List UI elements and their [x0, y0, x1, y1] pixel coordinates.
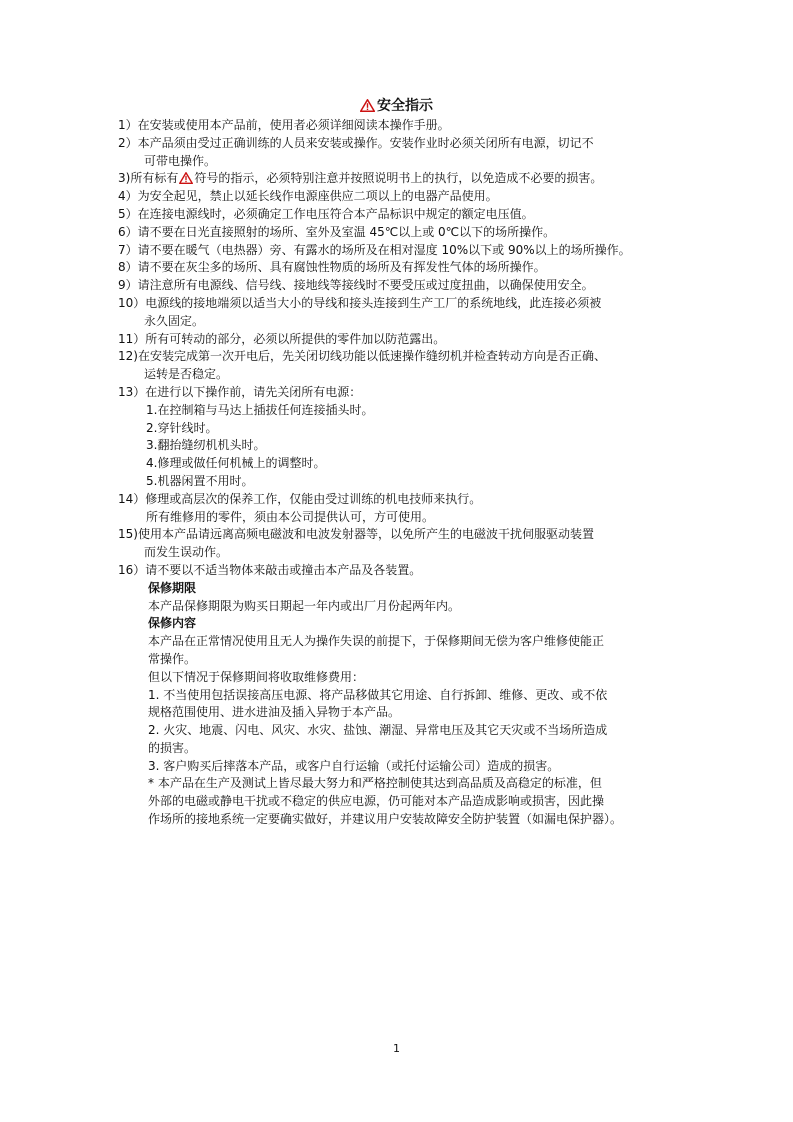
list-item: 15)使用本产品请远离高频电磁波和电波发射器等，以免所产生的电磁波干扰伺服驱动装置 而发生误动作。: [118, 527, 594, 560]
warranty-period-text: 本产品保修期限为购买日期起一年内或出厂月份起两年内。: [148, 598, 461, 613]
sub-list-item: 4.修理或做任何机械上的调整时。: [146, 456, 326, 471]
list-item: 11）所有可转动的部分，必须以所提供的零件加以防范露出。: [118, 331, 446, 346]
warning-triangle-icon: [179, 172, 193, 184]
sub-list-item: 2.穿针线时。: [146, 420, 218, 435]
sub-list-item: 5.机器闲置不用时。: [146, 473, 254, 488]
list-item: 12)在安装完成第一次开电后，先关闭切线功能以低速操作缝纫机并检查转动方向是否正确、 运转是否稳定。: [118, 349, 606, 382]
warranty-line: 2. 火灾、地震、闪电、风灾、水灾、盐蚀、潮湿、异常电压及其它天灾或不当场所造成: [148, 723, 608, 738]
safety-instructions: [118, 117, 683, 829]
list-item: 1）在安装或使用本产品前，使用者必须详细阅读本操作手册。: [118, 118, 450, 132]
section-title-text: 安全指示: [377, 98, 433, 114]
list-item: 14）修理或高层次的保养工作，仅能由受过训练的机电技师来执行。 所有维修用的零件，须由本公司提供认可，方可使用。: [118, 491, 482, 524]
warranty-period-heading: 保修期限: [148, 580, 197, 595]
list-item: 9）请注意所有电源线、信号线、接地线等接线时不要受压或过度扭曲，以确保使用安全。: [118, 278, 594, 293]
warranty-line: 3. 客户购买后摔落本产品，或客户自行运输（或托付运输公司）造成的损害。: [148, 758, 560, 773]
sub-list-item: 1.在控制箱与马达上插拔任何连接插头时。: [146, 402, 374, 417]
warranty-line: 的损害。: [148, 740, 197, 755]
list-item: 10）电源线的接地端须以适当大小的导线和接头连接到生产工厂的系统地线，此连接必须被 永久固定。: [118, 295, 602, 328]
list-item: 2）本产品须由受过正确训练的人员来安装或操作。安装作业时必须关闭所有电源，切记不 可带电操作。: [118, 135, 594, 168]
list-item: 5）在连接电源线时，必须确定工作电压符合本产品标识中规定的额定电压值。: [118, 206, 534, 221]
list-item: 7）请不要在暖气（电热器）旁、有露水的场所及在相对湿度 10%以下或 90%以上的场所操作。: [118, 242, 631, 257]
warranty-content-heading: 保修内容: [148, 616, 197, 631]
list-item: 4）为安全起见，禁止以延长线作电源座供应二项以上的电器产品使用。: [118, 189, 498, 204]
warranty-line: 作场所的接地系统一定要确实做好，并建议用户安装故障安全防护装置（如漏电保护器）。: [148, 812, 623, 827]
warranty-line: 本产品在正常情况使用且无人为操作失误的前提下，于保修期间无偿为客户维修使能正: [148, 634, 605, 649]
warranty-line: 常操作。: [148, 651, 197, 666]
warranty-line: 但以下情况于保修期间将收取维修费用：: [148, 669, 365, 684]
list-item: 3)所有标有 符号的指示，必须特别注意并按照说明书上的执行，以免造成不必要的损害。: [118, 171, 603, 186]
warning-triangle-icon: [360, 99, 375, 112]
warranty-line: 1. 不当使用包括误接高压电源、将产品移做其它用途、自行拆卸、维修、更改、或不依: [148, 687, 608, 702]
list-item: 16）请不要以不适当物体来敲击或撞击本产品及各装置。: [118, 562, 422, 577]
warranty-line: * 本产品在生产及测试上皆尽最大努力和严格控制使其达到高品质及高稳定的标准，但: [148, 776, 602, 791]
sub-list-item: 3.翻抬缝纫机机头时。: [146, 438, 266, 453]
warranty-line: 规格范围使用、进水进油及插入异物于本产品。: [148, 705, 401, 720]
list-item: 6）请不要在日光直接照射的场所、室外及室温 45℃以上或 0℃以下的场所操作。: [118, 224, 556, 239]
section-title: [0, 96, 793, 116]
list-item: 13）在进行以下操作前，请先关闭所有电源：: [118, 384, 362, 399]
warranty-line: 外部的电磁或静电干扰或不稳定的供应电源，仍可能对本产品造成影响或损害，因此操: [148, 794, 605, 809]
page-number: 1: [393, 1042, 400, 1055]
sub-list: [118, 402, 683, 491]
warranty-section: [118, 580, 683, 829]
list-item: 8）请不要在灰尘多的场所、具有腐蚀性物质的场所及有挥发性气体的场所操作。: [118, 260, 546, 275]
